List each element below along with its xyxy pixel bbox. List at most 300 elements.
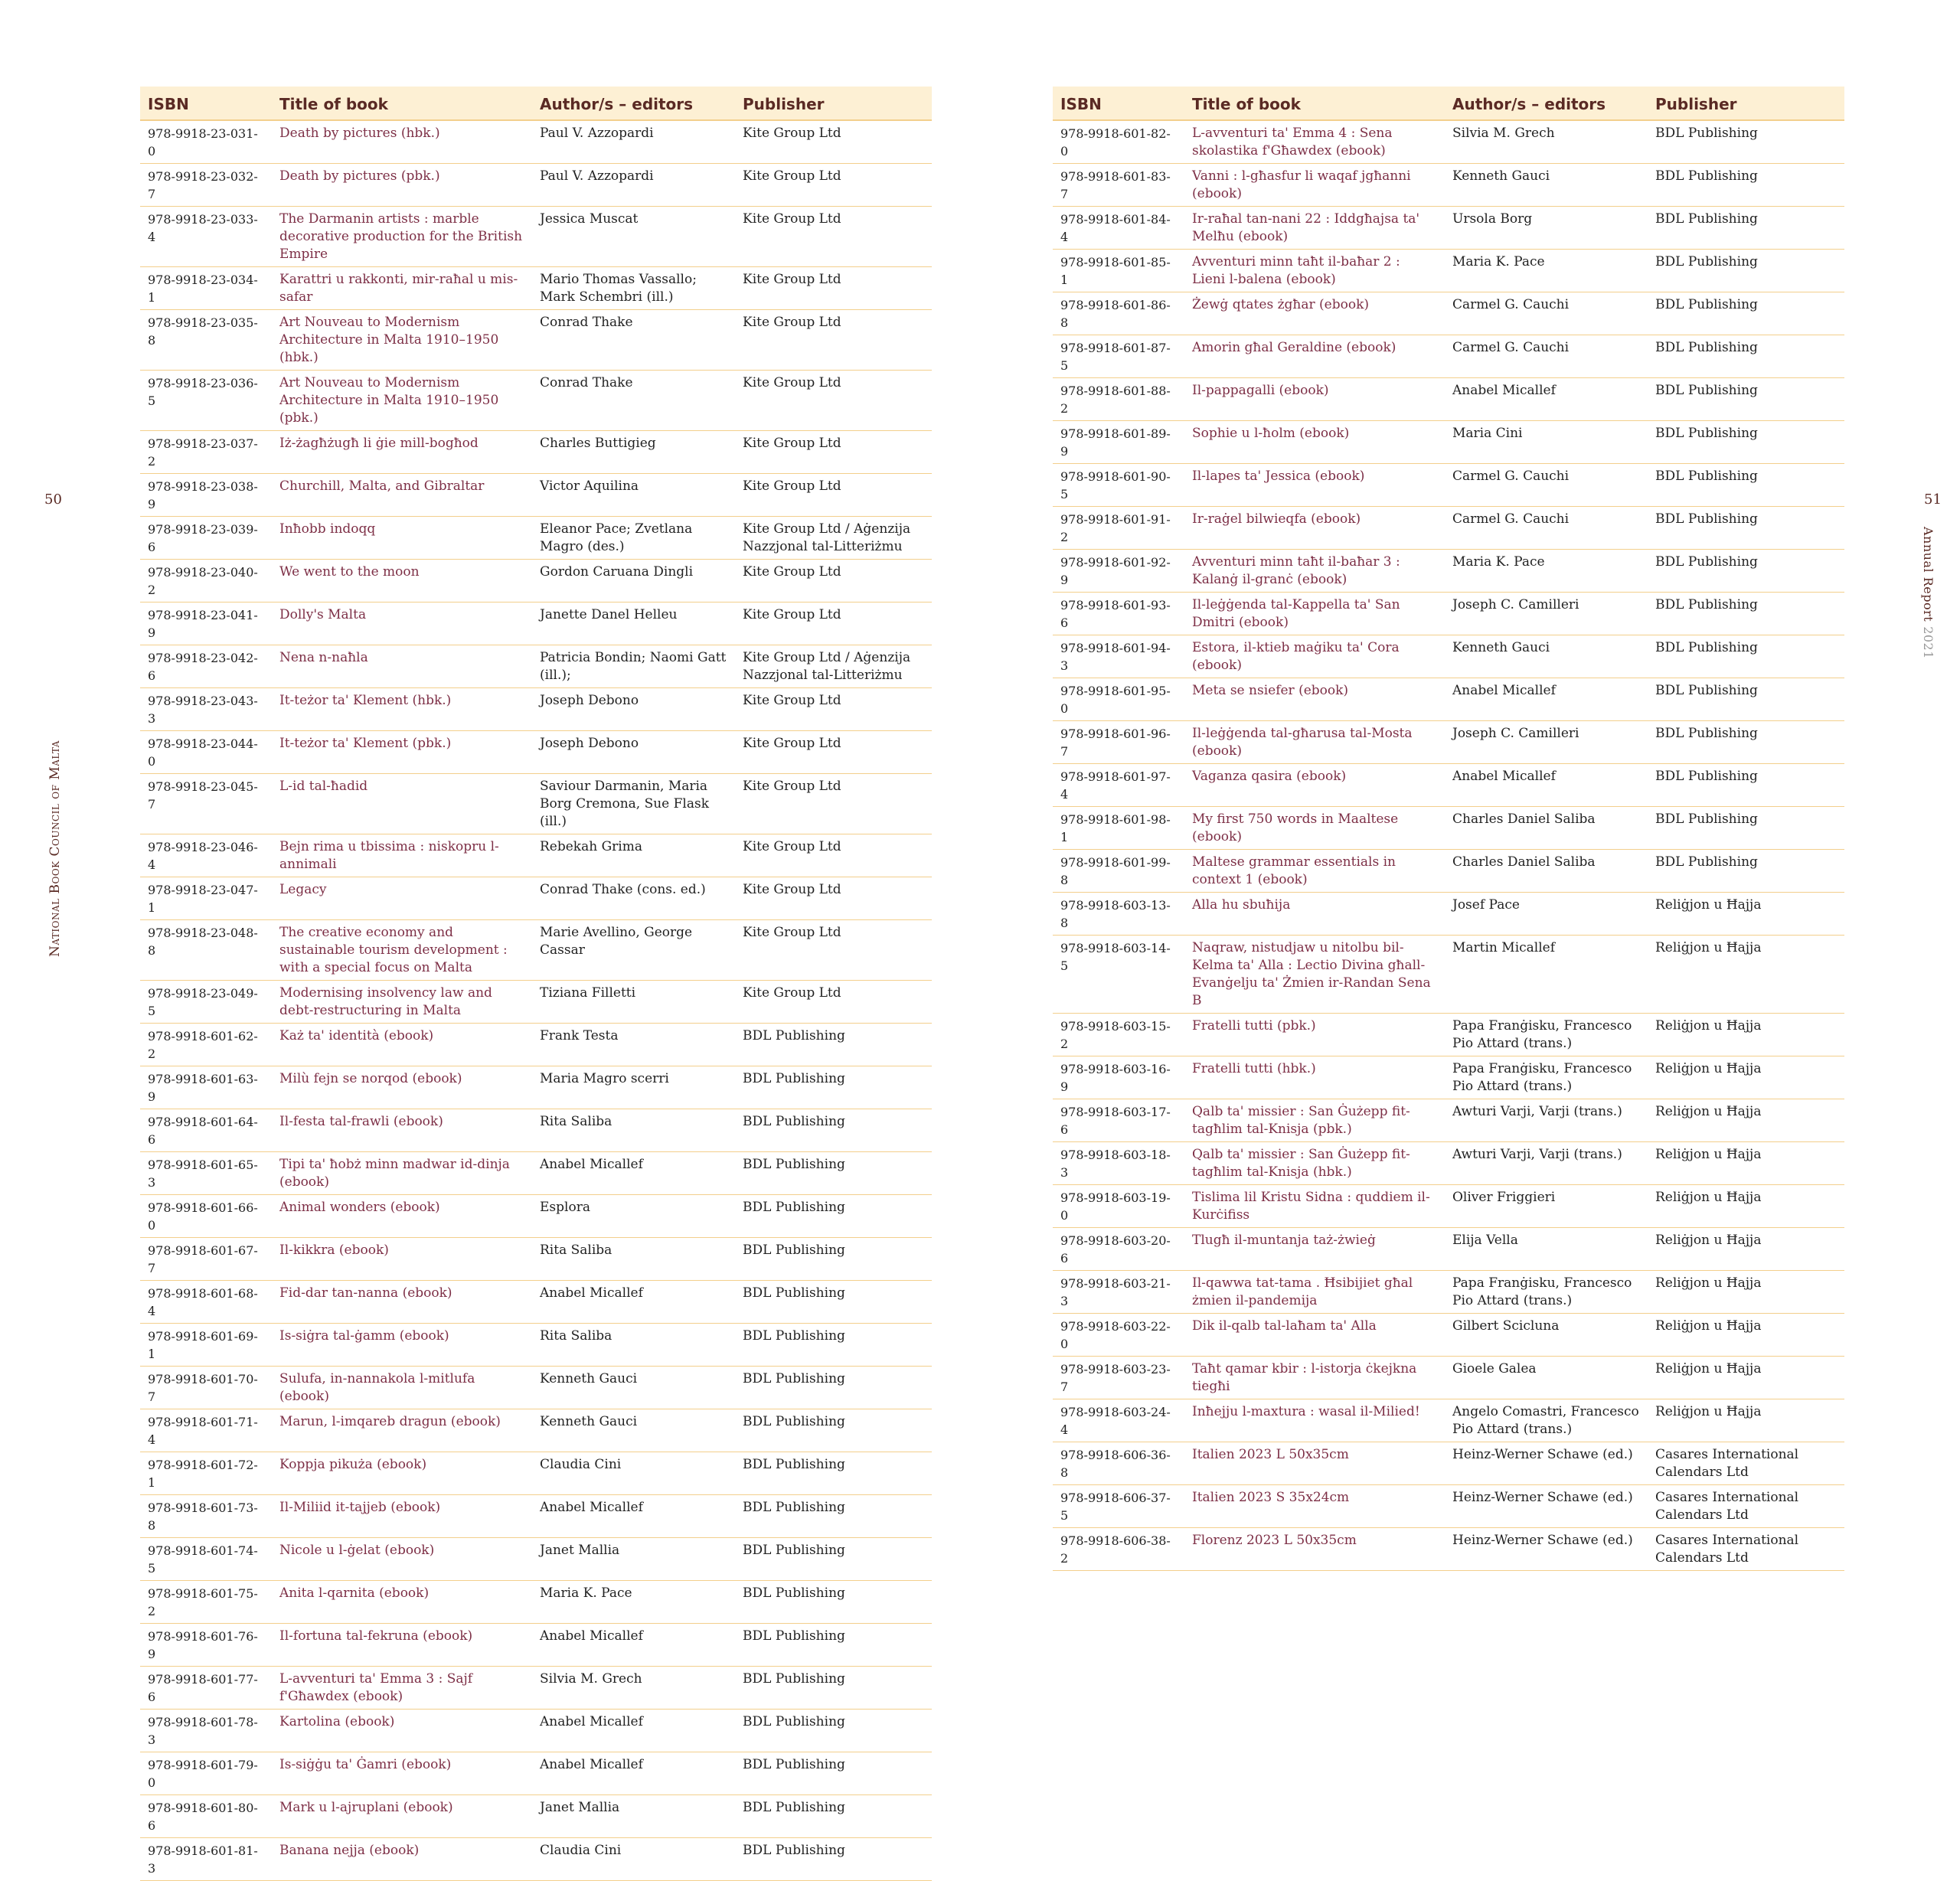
author-cell: Silvia M. Grech bbox=[1445, 120, 1648, 164]
title-cell: Fratelli tutti (pbk.) bbox=[1184, 1014, 1445, 1056]
author-cell: Carmel G. Cauchi bbox=[1445, 464, 1648, 507]
table-row bbox=[1053, 1442, 1844, 1485]
title-cell: Il-qawwa tat-tama . Ħsibijiet għal żmien il-pandemija bbox=[1184, 1271, 1445, 1314]
isbn-cell: 978-9918-601-93-6 bbox=[1053, 593, 1184, 635]
isbn-cell: 978-9918-601-70-7 bbox=[140, 1367, 272, 1409]
title-cell: Ir-raħal tan-nani 22 : Iddgħajsa ta' Melħu (ebook) bbox=[1184, 207, 1445, 250]
author-cell: Maria Magro scerri bbox=[532, 1066, 735, 1109]
header-isbn: ISBN bbox=[140, 87, 272, 120]
author-cell: Carmel G. Cauchi bbox=[1445, 507, 1648, 550]
table-row bbox=[1053, 1314, 1844, 1357]
table-row bbox=[1053, 807, 1844, 850]
title-cell: Il-kikkra (ebook) bbox=[272, 1238, 532, 1281]
isbn-cell: 978-9918-603-15-2 bbox=[1053, 1014, 1184, 1056]
isbn-cell: 978-9918-601-68-4 bbox=[140, 1281, 272, 1324]
publisher-cell: Reliġjon u Ħajja bbox=[1648, 1271, 1844, 1314]
table-row bbox=[140, 310, 932, 371]
title-cell: Il-lapes ta' Jessica (ebook) bbox=[1184, 464, 1445, 507]
title-cell: Legacy bbox=[272, 877, 532, 920]
publisher-cell: Reliġjon u Ħajja bbox=[1648, 1099, 1844, 1142]
author-cell: Rita Saliba bbox=[532, 1324, 735, 1367]
table-row bbox=[140, 981, 932, 1024]
isbn-cell: 978-9918-23-032-7 bbox=[140, 164, 272, 207]
table-row bbox=[1053, 335, 1844, 378]
table-row bbox=[1053, 936, 1844, 1014]
table-row bbox=[140, 560, 932, 603]
title-cell: Każ ta' identità (ebook) bbox=[272, 1024, 532, 1066]
isbn-cell: 978-9918-601-84-4 bbox=[1053, 207, 1184, 250]
table-row bbox=[140, 371, 932, 431]
title-cell: Taħt qamar kbir : l-istorja ċkejkna tiegħi bbox=[1184, 1357, 1445, 1399]
isbn-cell: 978-9918-601-72-1 bbox=[140, 1452, 272, 1495]
publisher-cell: BDL Publishing bbox=[735, 1795, 932, 1838]
title-cell: Dolly's Malta bbox=[272, 603, 532, 645]
title-cell: Animal wonders (ebook) bbox=[272, 1195, 532, 1238]
table-row bbox=[1053, 421, 1844, 464]
table-row bbox=[1053, 1142, 1844, 1185]
publisher-cell: Reliġjon u Ħajja bbox=[1648, 936, 1844, 1014]
table-row bbox=[1053, 1528, 1844, 1571]
publisher-cell: Kite Group Ltd bbox=[735, 774, 932, 834]
author-cell: Esplora bbox=[532, 1195, 735, 1238]
publisher-cell: BDL Publishing bbox=[1648, 292, 1844, 335]
isbn-cell: 978-9918-601-77-6 bbox=[140, 1667, 272, 1710]
title-cell: Florenz 2023 L 50x35cm bbox=[1184, 1528, 1445, 1571]
author-cell: Jessica Muscat bbox=[532, 207, 735, 267]
publisher-cell: Reliġjon u Ħajja bbox=[1648, 1357, 1844, 1399]
title-cell: Qalb ta' missier : San Ġużepp fit-tagħlim tal-Knisja (pbk.) bbox=[1184, 1099, 1445, 1142]
author-cell: Kenneth Gauci bbox=[532, 1367, 735, 1409]
table-row bbox=[1053, 635, 1844, 678]
isbn-cell: 978-9918-601-78-3 bbox=[140, 1710, 272, 1752]
header-publisher: Publisher bbox=[1648, 87, 1844, 120]
author-cell: Patricia Bondin; Naomi Gatt (ill.); bbox=[532, 645, 735, 688]
isbn-cell: 978-9918-23-038-9 bbox=[140, 474, 272, 517]
publisher-cell: BDL Publishing bbox=[1648, 807, 1844, 850]
isbn-cell: 978-9918-601-95-0 bbox=[1053, 678, 1184, 721]
title-cell: Maltese grammar essentials in context 1 (ebook) bbox=[1184, 850, 1445, 893]
title-cell: Is-siġra tal-ġamm (ebook) bbox=[272, 1324, 532, 1367]
table-row bbox=[1053, 850, 1844, 893]
publisher-cell: Kite Group Ltd bbox=[735, 834, 932, 877]
isbn-cell: 978-9918-601-87-5 bbox=[1053, 335, 1184, 378]
title-cell: Meta se nsiefer (ebook) bbox=[1184, 678, 1445, 721]
table-row bbox=[1053, 164, 1844, 207]
author-cell: Janet Mallia bbox=[532, 1538, 735, 1581]
table-row bbox=[140, 1195, 932, 1238]
isbn-cell: 978-9918-601-85-1 bbox=[1053, 250, 1184, 292]
title-cell: Vaganza qasira (ebook) bbox=[1184, 764, 1445, 807]
table-row bbox=[1053, 464, 1844, 507]
author-cell: Maria K. Pace bbox=[1445, 250, 1648, 292]
author-cell: Charles Daniel Saliba bbox=[1445, 850, 1648, 893]
table-row bbox=[1053, 1056, 1844, 1099]
title-cell: Marun, l-imqareb dragun (ebook) bbox=[272, 1409, 532, 1452]
publisher-cell: BDL Publishing bbox=[735, 1281, 932, 1324]
publisher-cell: Kite Group Ltd bbox=[735, 688, 932, 731]
author-cell: Claudia Cini bbox=[532, 1838, 735, 1881]
author-cell: Eleanor Pace; Zvetlana Magro (des.) bbox=[532, 517, 735, 560]
table-row bbox=[140, 120, 932, 164]
header-title: Title of book bbox=[272, 87, 532, 120]
title-cell: Milù fejn se norqod (ebook) bbox=[272, 1066, 532, 1109]
publisher-cell: BDL Publishing bbox=[1648, 378, 1844, 421]
isbn-cell: 978-9918-601-66-0 bbox=[140, 1195, 272, 1238]
table-row bbox=[1053, 593, 1844, 635]
publisher-cell: BDL Publishing bbox=[1648, 550, 1844, 593]
table-row bbox=[140, 1152, 932, 1195]
title-cell: L-avventuri ta' Emma 3 : Sajf f'Għawdex (ebook) bbox=[272, 1667, 532, 1710]
title-cell: Koppja pikuża (ebook) bbox=[272, 1452, 532, 1495]
author-cell: Anabel Micallef bbox=[532, 1624, 735, 1667]
title-cell: Inħejju l-maxtura : wasal il-Milied! bbox=[1184, 1399, 1445, 1442]
title-cell: Bejn rima u tbissima : niskopru l-annimali bbox=[272, 834, 532, 877]
isbn-cell: 978-9918-603-17-6 bbox=[1053, 1099, 1184, 1142]
title-cell: Il-leġġenda tal-għarusa tal-Mosta (ebook) bbox=[1184, 721, 1445, 764]
author-cell: Elija Vella bbox=[1445, 1228, 1648, 1271]
table-row bbox=[140, 1538, 932, 1581]
header-publisher: Publisher bbox=[735, 87, 932, 120]
header-isbn: ISBN bbox=[1053, 87, 1184, 120]
author-cell: Gordon Caruana Dingli bbox=[532, 560, 735, 603]
isbn-cell: 978-9918-601-65-3 bbox=[140, 1152, 272, 1195]
isbn-cell: 978-9918-601-94-3 bbox=[1053, 635, 1184, 678]
table-row bbox=[140, 688, 932, 731]
isbn-cell: 978-9918-23-047-1 bbox=[140, 877, 272, 920]
title-cell: L-id tal-ħadid bbox=[272, 774, 532, 834]
title-cell: Alla hu sbuħija bbox=[1184, 893, 1445, 936]
isbn-cell: 978-9918-601-73-8 bbox=[140, 1495, 272, 1538]
title-cell: Art Nouveau to Modernism Architecture in Malta 1910–1950 (hbk.) bbox=[272, 310, 532, 371]
publisher-cell: Kite Group Ltd bbox=[735, 120, 932, 164]
author-cell: Tiziana Filletti bbox=[532, 981, 735, 1024]
author-cell: Ursola Borg bbox=[1445, 207, 1648, 250]
title-cell: Ir-raġel bilwieqfa (ebook) bbox=[1184, 507, 1445, 550]
author-cell: Conrad Thake (cons. ed.) bbox=[532, 877, 735, 920]
author-cell: Martin Micallef bbox=[1445, 936, 1648, 1014]
author-cell: Oliver Friggieri bbox=[1445, 1185, 1648, 1228]
table-row bbox=[1053, 678, 1844, 721]
author-cell: Carmel G. Cauchi bbox=[1445, 335, 1648, 378]
isbn-cell: 978-9918-606-37-5 bbox=[1053, 1485, 1184, 1528]
table-row bbox=[140, 267, 932, 310]
isbn-cell: 978-9918-606-36-8 bbox=[1053, 1442, 1184, 1485]
table-row bbox=[140, 1238, 932, 1281]
isbn-cell: 978-9918-601-69-1 bbox=[140, 1324, 272, 1367]
publisher-cell: BDL Publishing bbox=[735, 1066, 932, 1109]
isbn-cell: 978-9918-601-88-2 bbox=[1053, 378, 1184, 421]
table-row bbox=[140, 731, 932, 774]
title-cell: Is-siġġu ta' Ġamri (ebook) bbox=[272, 1752, 532, 1795]
author-cell: Mario Thomas Vassallo; Mark Schembri (ill.) bbox=[532, 267, 735, 310]
right-page bbox=[980, 0, 1960, 1566]
title-cell: Estora, il-ktieb maġiku ta' Cora (ebook) bbox=[1184, 635, 1445, 678]
isbn-cell: 978-9918-606-38-2 bbox=[1053, 1528, 1184, 1571]
isbn-cell: 978-9918-603-20-6 bbox=[1053, 1228, 1184, 1271]
author-cell: Gioele Galea bbox=[1445, 1357, 1648, 1399]
publisher-cell: Kite Group Ltd bbox=[735, 164, 932, 207]
title-cell: Il-pappagalli (ebook) bbox=[1184, 378, 1445, 421]
isbn-cell: 978-9918-603-23-7 bbox=[1053, 1357, 1184, 1399]
publisher-cell: Reliġjon u Ħajja bbox=[1648, 1399, 1844, 1442]
isbn-cell: 978-9918-601-97-4 bbox=[1053, 764, 1184, 807]
isbn-table-right bbox=[1053, 87, 1844, 1571]
publisher-cell: Kite Group Ltd bbox=[735, 920, 932, 981]
author-cell: Charles Buttigieg bbox=[532, 431, 735, 474]
title-cell: Tlugħ il-muntanja taż-żwieġ bbox=[1184, 1228, 1445, 1271]
author-cell: Charles Daniel Saliba bbox=[1445, 807, 1648, 850]
title-cell: Italien 2023 L 50x35cm bbox=[1184, 1442, 1445, 1485]
title-cell: Il-leġġenda tal-Kappella ta' San Dmitri (ebook) bbox=[1184, 593, 1445, 635]
isbn-cell: 978-9918-603-16-9 bbox=[1053, 1056, 1184, 1099]
table-row bbox=[140, 1066, 932, 1109]
table-row bbox=[140, 1495, 932, 1538]
publisher-cell: Reliġjon u Ħajja bbox=[1648, 1314, 1844, 1357]
title-cell: Kartolina (ebook) bbox=[272, 1710, 532, 1752]
table-row bbox=[140, 920, 932, 981]
title-cell: Churchill, Malta, and Gibraltar bbox=[272, 474, 532, 517]
isbn-cell: 978-9918-601-81-3 bbox=[140, 1838, 272, 1881]
author-cell: Maria K. Pace bbox=[1445, 550, 1648, 593]
table-row bbox=[140, 1367, 932, 1409]
title-cell: Karattri u rakkonti, mir-raħal u mis-safar bbox=[272, 267, 532, 310]
title-cell: Tislima lil Kristu Sidna : quddiem il-Kurċifiss bbox=[1184, 1185, 1445, 1228]
isbn-cell: 978-9918-601-62-2 bbox=[140, 1024, 272, 1066]
author-cell: Silvia M. Grech bbox=[532, 1667, 735, 1710]
page-number: 50 bbox=[44, 491, 62, 508]
publisher-cell: Reliġjon u Ħajja bbox=[1648, 1014, 1844, 1056]
isbn-cell: 978-9918-23-042-6 bbox=[140, 645, 272, 688]
title-cell: Banana nejja (ebook) bbox=[272, 1838, 532, 1881]
author-cell: Angelo Comastri, Francesco Pio Attard (trans.) bbox=[1445, 1399, 1648, 1442]
publisher-cell: BDL Publishing bbox=[1648, 207, 1844, 250]
isbn-cell: 978-9918-23-046-4 bbox=[140, 834, 272, 877]
title-cell: Nena n-naħla bbox=[272, 645, 532, 688]
isbn-cell: 978-9918-601-80-6 bbox=[140, 1795, 272, 1838]
author-cell: Conrad Thake bbox=[532, 371, 735, 431]
isbn-cell: 978-9918-603-19-0 bbox=[1053, 1185, 1184, 1228]
title-cell: Fratelli tutti (hbk.) bbox=[1184, 1056, 1445, 1099]
isbn-cell: 978-9918-23-048-8 bbox=[140, 920, 272, 981]
author-cell: Rita Saliba bbox=[532, 1109, 735, 1152]
title-cell: Żewġ qtates żgħar (ebook) bbox=[1184, 292, 1445, 335]
title-cell: Avventuri minn taħt il-baħar 2 : Lieni l-balena (ebook) bbox=[1184, 250, 1445, 292]
isbn-table-left bbox=[140, 87, 932, 1881]
publisher-cell: BDL Publishing bbox=[735, 1624, 932, 1667]
isbn-cell: 978-9918-601-76-9 bbox=[140, 1624, 272, 1667]
title-cell: Il-Miliid it-tajjeb (ebook) bbox=[272, 1495, 532, 1538]
table-row bbox=[140, 1581, 932, 1624]
isbn-cell: 978-9918-23-033-4 bbox=[140, 207, 272, 267]
isbn-cell: 978-9918-601-83-7 bbox=[1053, 164, 1184, 207]
table-row bbox=[140, 474, 932, 517]
author-cell: Anabel Micallef bbox=[532, 1281, 735, 1324]
report-title: Annual Report bbox=[1921, 527, 1936, 622]
author-cell: Victor Aquilina bbox=[532, 474, 735, 517]
author-cell: Janet Mallia bbox=[532, 1795, 735, 1838]
publisher-cell: Kite Group Ltd bbox=[735, 877, 932, 920]
page-number: 51 bbox=[1924, 491, 1942, 508]
isbn-cell: 978-9918-23-049-5 bbox=[140, 981, 272, 1024]
title-cell: Avventuri minn taħt il-baħar 3 : Kalanġ il-granċ (ebook) bbox=[1184, 550, 1445, 593]
table-row bbox=[140, 1409, 932, 1452]
publisher-cell: BDL Publishing bbox=[735, 1109, 932, 1152]
table-row bbox=[140, 1109, 932, 1152]
title-cell: Modernising insolvency law and debt-restructuring in Malta bbox=[272, 981, 532, 1024]
table-row bbox=[1053, 721, 1844, 764]
publisher-cell: BDL Publishing bbox=[735, 1838, 932, 1881]
report-year: 2021 bbox=[1921, 626, 1936, 659]
publisher-cell: BDL Publishing bbox=[1648, 764, 1844, 807]
title-cell: Dik il-qalb tal-laħam ta' Alla bbox=[1184, 1314, 1445, 1357]
isbn-cell: 978-9918-603-22-0 bbox=[1053, 1314, 1184, 1357]
table-row bbox=[140, 1752, 932, 1795]
publisher-cell: Kite Group Ltd / Aġenzija Nazzjonal tal-Litteriżmu bbox=[735, 645, 932, 688]
title-cell: Fid-dar tan-nanna (ebook) bbox=[272, 1281, 532, 1324]
table-body bbox=[140, 120, 932, 1881]
title-cell: My first 750 words in Maaltese (ebook) bbox=[1184, 807, 1445, 850]
author-cell: Maria K. Pace bbox=[532, 1581, 735, 1624]
isbn-cell: 978-9918-601-63-9 bbox=[140, 1066, 272, 1109]
isbn-cell: 978-9918-601-98-1 bbox=[1053, 807, 1184, 850]
publisher-cell: Kite Group Ltd / Aġenzija Nazzjonal tal-Litteriżmu bbox=[735, 517, 932, 560]
header-title: Title of book bbox=[1184, 87, 1445, 120]
publisher-cell: Kite Group Ltd bbox=[735, 371, 932, 431]
title-cell: Anita l-qarnita (ebook) bbox=[272, 1581, 532, 1624]
table-row bbox=[140, 517, 932, 560]
table-row bbox=[1053, 1228, 1844, 1271]
author-cell: Anabel Micallef bbox=[532, 1152, 735, 1195]
table-row bbox=[140, 603, 932, 645]
table-row bbox=[140, 1624, 932, 1667]
author-cell: Marie Avellino, George Cassar bbox=[532, 920, 735, 981]
table-row bbox=[1053, 1185, 1844, 1228]
title-cell: Art Nouveau to Modernism Architecture in Malta 1910–1950 (pbk.) bbox=[272, 371, 532, 431]
table-header-row bbox=[140, 87, 932, 120]
author-cell: Kenneth Gauci bbox=[1445, 635, 1648, 678]
isbn-cell: 978-9918-601-71-4 bbox=[140, 1409, 272, 1452]
author-cell: Frank Testa bbox=[532, 1024, 735, 1066]
table-row bbox=[140, 207, 932, 267]
table-header-row bbox=[1053, 87, 1844, 120]
isbn-cell: 978-9918-23-040-2 bbox=[140, 560, 272, 603]
table-row bbox=[1053, 1399, 1844, 1442]
table-row bbox=[140, 774, 932, 834]
publisher-cell: BDL Publishing bbox=[735, 1238, 932, 1281]
isbn-cell: 978-9918-601-92-9 bbox=[1053, 550, 1184, 593]
side-report-title bbox=[1921, 527, 1936, 659]
publisher-cell: BDL Publishing bbox=[1648, 635, 1844, 678]
publisher-cell: Casares International Calendars Ltd bbox=[1648, 1528, 1844, 1571]
publisher-cell: BDL Publishing bbox=[735, 1752, 932, 1795]
table-row bbox=[140, 1452, 932, 1495]
publisher-cell: Kite Group Ltd bbox=[735, 207, 932, 267]
title-cell: Mark u l-ajruplani (ebook) bbox=[272, 1795, 532, 1838]
table-row bbox=[1053, 120, 1844, 164]
title-cell: Tipi ta' ħobż minn madwar id-dinja (ebook) bbox=[272, 1152, 532, 1195]
publisher-cell: Reliġjon u Ħajja bbox=[1648, 893, 1844, 936]
author-cell: Heinz-Werner Schawe (ed.) bbox=[1445, 1442, 1648, 1485]
table-row bbox=[140, 834, 932, 877]
author-cell: Papa Franġisku, Francesco Pio Attard (trans.) bbox=[1445, 1014, 1648, 1056]
author-cell: Conrad Thake bbox=[532, 310, 735, 371]
publisher-cell: Kite Group Ltd bbox=[735, 474, 932, 517]
left-page bbox=[0, 0, 980, 1876]
author-cell: Awturi Varji, Varji (trans.) bbox=[1445, 1142, 1648, 1185]
author-cell: Janette Danel Helleu bbox=[532, 603, 735, 645]
table-row bbox=[140, 1795, 932, 1838]
author-cell: Gilbert Scicluna bbox=[1445, 1314, 1648, 1357]
author-cell: Maria Cini bbox=[1445, 421, 1648, 464]
isbn-cell: 978-9918-601-89-9 bbox=[1053, 421, 1184, 464]
author-cell: Papa Franġisku, Francesco Pio Attard (trans.) bbox=[1445, 1271, 1648, 1314]
author-cell: Anabel Micallef bbox=[1445, 764, 1648, 807]
title-cell: Inħobb indoqq bbox=[272, 517, 532, 560]
isbn-cell: 978-9918-601-67-7 bbox=[140, 1238, 272, 1281]
publisher-cell: BDL Publishing bbox=[1648, 250, 1844, 292]
author-cell: Kenneth Gauci bbox=[532, 1409, 735, 1452]
table-row bbox=[1053, 207, 1844, 250]
author-cell: Anabel Micallef bbox=[532, 1710, 735, 1752]
author-cell: Carmel G. Cauchi bbox=[1445, 292, 1648, 335]
publisher-cell: BDL Publishing bbox=[735, 1024, 932, 1066]
title-cell: Nicole u l-ġelat (ebook) bbox=[272, 1538, 532, 1581]
table-row bbox=[1053, 893, 1844, 936]
publisher-cell: BDL Publishing bbox=[735, 1152, 932, 1195]
publisher-cell: BDL Publishing bbox=[735, 1195, 932, 1238]
title-cell: The Darmanin artists : marble decorative production for the British Empire bbox=[272, 207, 532, 267]
table-row bbox=[140, 1281, 932, 1324]
author-cell: Joseph C. Camilleri bbox=[1445, 593, 1648, 635]
author-cell: Josef Pace bbox=[1445, 893, 1648, 936]
publisher-cell: Reliġjon u Ħajja bbox=[1648, 1142, 1844, 1185]
table-row bbox=[140, 164, 932, 207]
title-cell: Qalb ta' missier : San Ġużepp fit-tagħlim tal-Knisja (hbk.) bbox=[1184, 1142, 1445, 1185]
isbn-cell: 978-9918-601-74-5 bbox=[140, 1538, 272, 1581]
publisher-cell: Reliġjon u Ħajja bbox=[1648, 1185, 1844, 1228]
table-row bbox=[1053, 1271, 1844, 1314]
isbn-cell: 978-9918-603-18-3 bbox=[1053, 1142, 1184, 1185]
author-cell: Heinz-Werner Schawe (ed.) bbox=[1445, 1485, 1648, 1528]
publisher-cell: Kite Group Ltd bbox=[735, 431, 932, 474]
isbn-cell: 978-9918-601-91-2 bbox=[1053, 507, 1184, 550]
title-cell: Il-fortuna tal-fekruna (ebook) bbox=[272, 1624, 532, 1667]
publisher-cell: Kite Group Ltd bbox=[735, 267, 932, 310]
publisher-cell: BDL Publishing bbox=[1648, 507, 1844, 550]
title-cell: Sophie u l-ħolm (ebook) bbox=[1184, 421, 1445, 464]
title-cell: It-teżor ta' Klement (pbk.) bbox=[272, 731, 532, 774]
table-row bbox=[1053, 550, 1844, 593]
isbn-cell: 978-9918-23-035-8 bbox=[140, 310, 272, 371]
isbn-cell: 978-9918-23-044-0 bbox=[140, 731, 272, 774]
author-cell: Awturi Varji, Varji (trans.) bbox=[1445, 1099, 1648, 1142]
title-cell: Iż-żagħżugħ li ġie mill-bogħod bbox=[272, 431, 532, 474]
table-row bbox=[140, 645, 932, 688]
table-row bbox=[1053, 764, 1844, 807]
title-cell: Naqraw, nistudjaw u nitolbu bil-Kelma ta' Alla : Lectio Divina għall-Evanġelju ta' Żmien ir-Randan Sena B bbox=[1184, 936, 1445, 1014]
author-cell: Paul V. Azzopardi bbox=[532, 120, 735, 164]
table-row bbox=[1053, 378, 1844, 421]
title-cell: The creative economy and sustainable tourism development : with a special focus on Malta bbox=[272, 920, 532, 981]
isbn-cell: 978-9918-23-039-6 bbox=[140, 517, 272, 560]
publisher-cell: Reliġjon u Ħajja bbox=[1648, 1228, 1844, 1271]
publisher-cell: Kite Group Ltd bbox=[735, 560, 932, 603]
publisher-cell: Kite Group Ltd bbox=[735, 731, 932, 774]
header-author: Author/s – editors bbox=[1445, 87, 1648, 120]
title-cell: Amorin għal Geraldine (ebook) bbox=[1184, 335, 1445, 378]
isbn-cell: 978-9918-23-041-9 bbox=[140, 603, 272, 645]
publisher-cell: BDL Publishing bbox=[735, 1367, 932, 1409]
